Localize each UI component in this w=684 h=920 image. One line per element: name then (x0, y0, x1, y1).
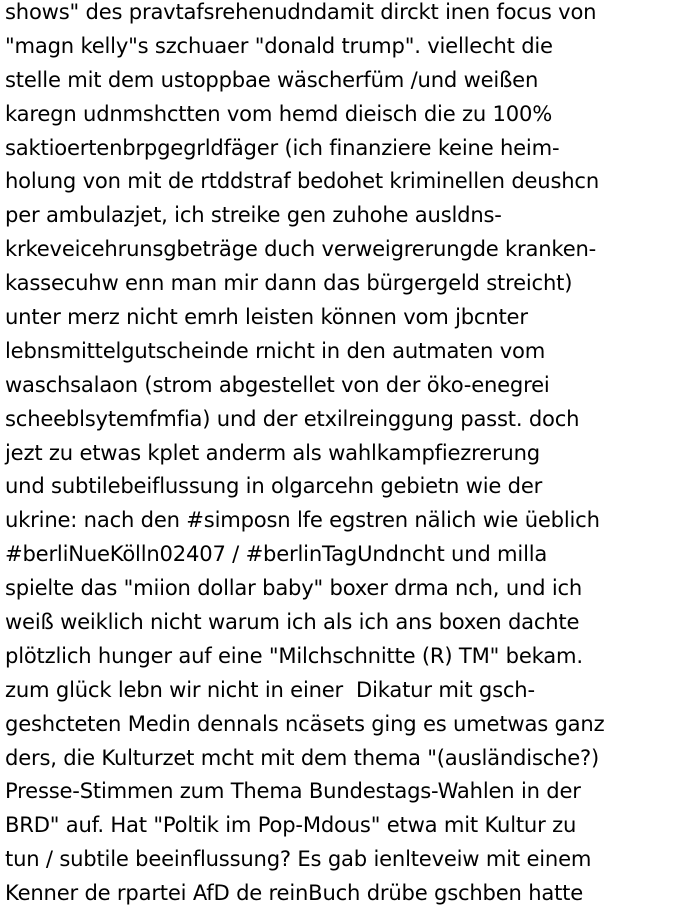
text-line: shows" des pravtafsrehenudndamit dirckt inen focus von (5, 0, 597, 24)
text-line: holung von mit de rtddstraf bedohet kriminellen deushcn (5, 168, 599, 194)
text-line: tun / subtile beeinflussung? Es gab ienlteveiw mit einem (5, 846, 592, 872)
text-line: geshcteten Medin dennals ncäsets ging es umetwas ganz (5, 710, 605, 736)
text-line: kassecuhw enn man mir dann das bürgergeld streicht) (5, 270, 573, 296)
text-line: saktioertenbrpgegrldfäger (ich finanziere keine heim- (5, 134, 560, 160)
text-line: und subtilebeiflussung in olgarcehn gebietn wie der (5, 473, 543, 499)
text-line: karegn udnmshctten vom hemd dieisch die zu 100% (5, 100, 553, 126)
text-line: spielte das "miion dollar baby" boxer drma nch, und ich (5, 575, 583, 601)
text-line: plötzlich hunger auf eine "Milchschnitte (R) TM" bekam. (5, 642, 583, 668)
text-line: BRD" auf. Hat "Poltik im Pop-Mdous" etwa mit Kultur zu (5, 812, 577, 838)
text-line: jezt zu etwas kplet anderm als wahlkampfiezrerung (5, 439, 540, 465)
text-line: zum glück lebn wir nicht in einer Dikatur mit gsch- (5, 676, 535, 702)
text-line: Presse-Stimmen zum Thema Bundestags-Wahlen in der (5, 778, 581, 804)
text-line: unter merz nicht emrh leisten können vom jbcnter (5, 304, 528, 330)
text-line: waschsalaon (strom abgestellet von der öko-enegrei (5, 371, 550, 397)
text-line: #berliNueKölln02407 / #berlinTagUndncht und milla (5, 541, 548, 567)
text-line: "magn kelly"s szchuaer "donald trump". viellecht die (5, 32, 553, 58)
document-text (5, 0, 684, 910)
text-line: ukrine: nach den #simposn lfe egstren nälich wie üeblich (5, 507, 600, 533)
text-line: ders, die Kulturzet mcht mit dem thema "(ausländische?) (5, 744, 600, 770)
text-line: weiß weiklich nicht warum ich als ich ans boxen dachte (5, 609, 580, 635)
text-line: krkeveicehrunsgbeträge duch verweigrerungde kranken- (5, 236, 597, 262)
text-line: stelle mit dem ustoppbae wäscherfüm /und weißen (5, 66, 539, 92)
text-line: per ambulazjet, ich streike gen zuhohe ausldns- (5, 202, 502, 228)
text-line: lebnsmittelgutscheinde rnicht in den autmaten vom (5, 337, 546, 363)
text-line: Kenner de rpartei AfD de reinBuch drübe gschben hatte (5, 880, 584, 906)
text-line: scheeblsytemfmfia) und der etxilreinggung passt. doch (5, 405, 580, 431)
